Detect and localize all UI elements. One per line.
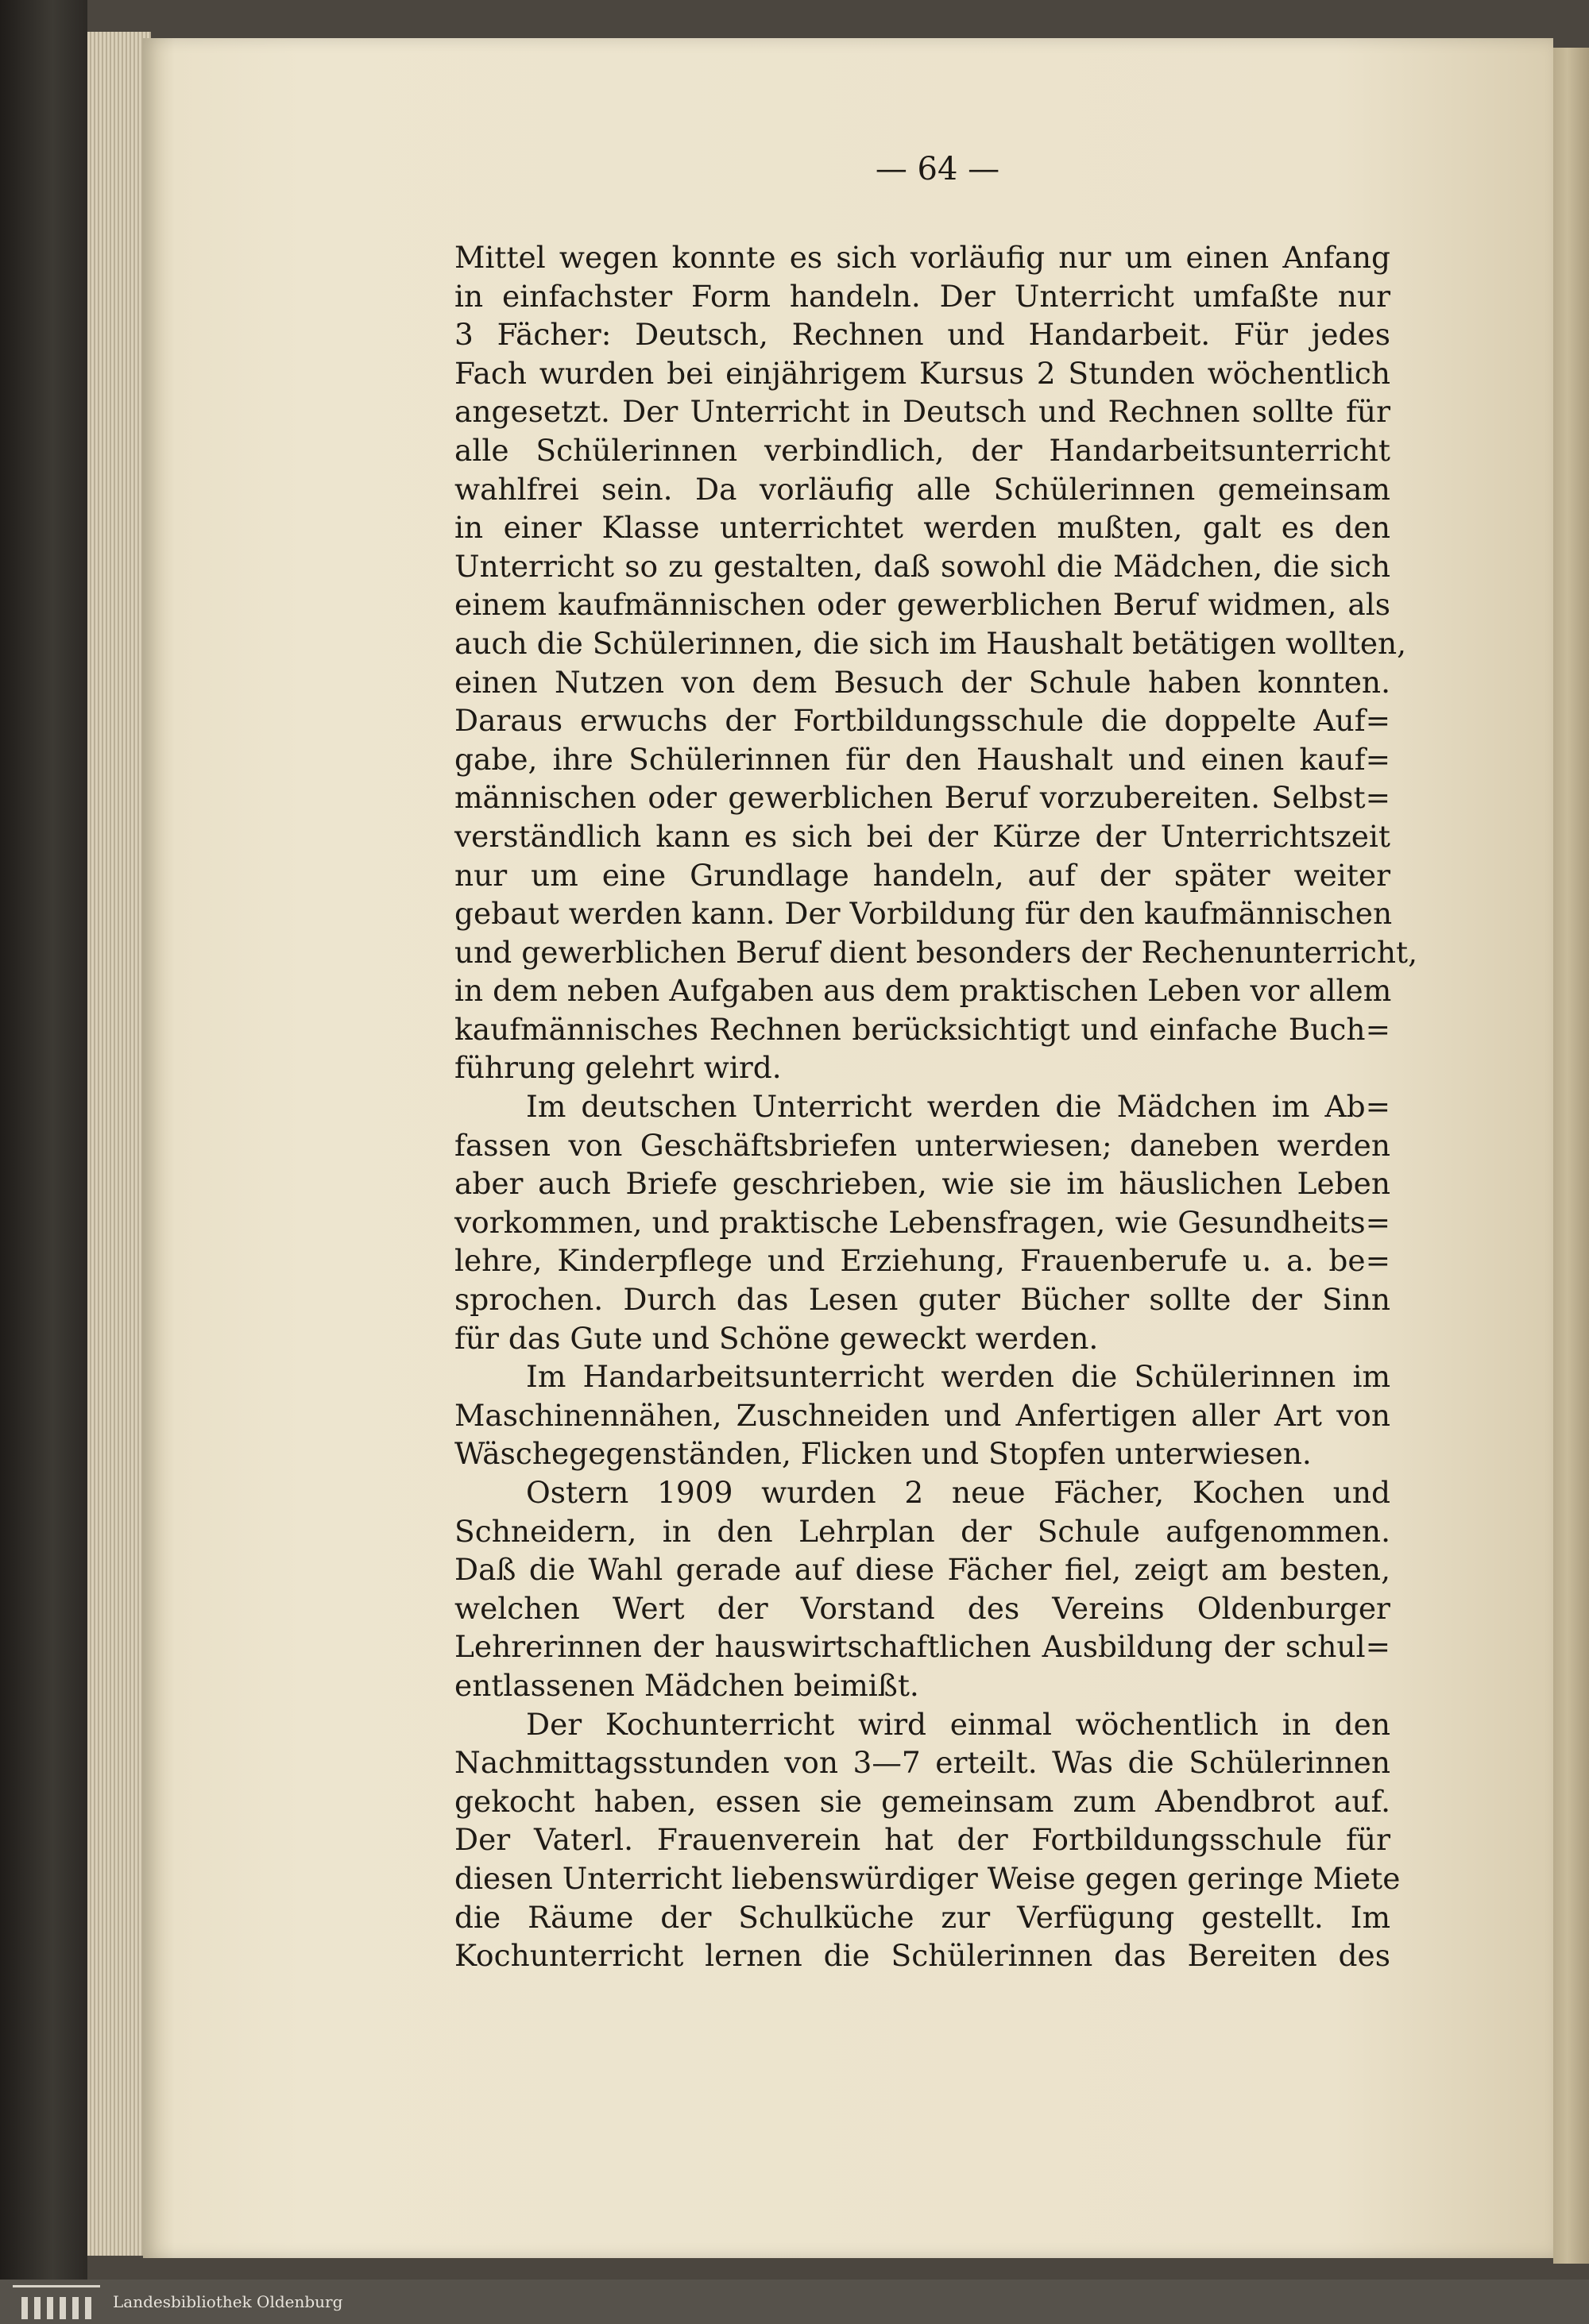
- text-line: diesen Unterricht liebenswürdiger Weise gegen geringe Miete: [454, 1860, 1401, 1896]
- text-line: Der Vaterl. Frauenverein hat der Fortbildungsschule für: [454, 1822, 1390, 1858]
- facing-page-edge: [1553, 48, 1589, 2264]
- text-line: für das Gute und Schöne geweckt werden.: [454, 1320, 1099, 1356]
- text-line: welchen Wert der Vorstand des Vereins Oldenburger: [454, 1590, 1390, 1626]
- text-line: gekocht haben, essen sie gemeinsam zum Abendbrot auf.: [454, 1783, 1390, 1819]
- library-name: Landesbibliothek Oldenburg: [113, 2292, 343, 2311]
- text-line: alle Schülerinnen verbindlich, der Handarbeitsunterricht: [454, 432, 1390, 468]
- text-line: Nachmittagsstunden von 3—7 erteilt. Was die Schülerinnen: [454, 1745, 1390, 1781]
- text-line: Daß die Wahl gerade auf diese Fächer fiel, zeigt am besten,: [454, 1552, 1390, 1588]
- text-line: kaufmännisches Rechnen berücksichtigt und einfache Buch=: [454, 1011, 1390, 1047]
- text-line: angesetzt. Der Unterricht in Deutsch und Rechnen sollte für: [454, 394, 1390, 430]
- text-line: fassen von Geschäftsbriefen unterwiesen; daneben werden: [454, 1127, 1390, 1163]
- text-line: Schneidern, in den Lehrplan der Schule aufgenommen.: [454, 1513, 1390, 1549]
- text-line: entlassenen Mädchen beimißt.: [454, 1667, 919, 1703]
- text-line: verständlich kann es sich bei der Kürze der Unterrichtszeit: [454, 818, 1390, 854]
- text-line: Ostern 1909 wurden 2 neue Fächer, Kochen und: [526, 1475, 1390, 1510]
- text-line: auch die Schülerinnen, die sich im Haushalt betätigen wollten,: [454, 625, 1407, 661]
- page-text: [454, 238, 1417, 1975]
- text-line: Kochunterricht lernen die Schülerinnen das Bereiten des: [454, 1938, 1390, 1974]
- text-line: führung gelehrt wird.: [454, 1050, 782, 1086]
- text-line: Wäschegegenständen, Flicken und Stopfen unterwiesen.: [454, 1436, 1312, 1472]
- text-line: sprochen. Durch das Lesen guter Bücher sollte der Sinn: [454, 1282, 1390, 1318]
- text-line: 3 Fächer: Deutsch, Rechnen und Handarbeit. Für jedes: [454, 317, 1390, 353]
- page-stack-edges: [87, 32, 151, 2256]
- text-line: Unterricht so zu gestalten, daß sowohl die Mädchen, die sich: [454, 548, 1390, 584]
- text-line: Daraus erwuchs der Fortbildungsschule die doppelte Auf=: [454, 703, 1390, 739]
- text-line: in einer Klasse unterrichtet werden mußten, galt es den: [454, 510, 1390, 546]
- text-line: Mittel wegen konnte es sich vorläufig nur um einen Anfang: [454, 240, 1390, 275]
- text-line: in einfachster Form handeln. Der Unterricht umfaßte nur: [454, 278, 1390, 314]
- text-line: und gewerblichen Beruf dient besonders der Rechenunterricht,: [454, 934, 1417, 970]
- text-line: gebaut werden kann. Der Vorbildung für den kaufmännischen: [454, 896, 1393, 932]
- text-line: wahlfrei sein. Da vorläufig alle Schülerinnen gemeinsam: [454, 471, 1390, 507]
- text-line: gabe, ihre Schülerinnen für den Haushalt und einen kauf=: [454, 741, 1390, 777]
- text-line: Maschinennähen, Zuschneiden und Anfertigen aller Art von: [454, 1397, 1390, 1433]
- text-line: Im Handarbeitsunterricht werden die Schülerinnen im: [526, 1359, 1390, 1395]
- book-cover-edge: [0, 0, 87, 2280]
- text-line: nur um eine Grundlage handeln, auf der später weiter: [454, 857, 1390, 893]
- text-line: Der Kochunterricht wird einmal wöchentlich in den: [526, 1706, 1390, 1742]
- text-line: vorkommen, und praktische Lebensfragen, wie Gesundheits=: [454, 1204, 1390, 1240]
- text-line: einen Nutzen von dem Besuch der Schule haben konnten.: [454, 664, 1390, 700]
- text-line: männischen oder gewerblichen Beruf vorzubereiten. Selbst=: [454, 780, 1390, 816]
- footer-bar: [0, 2280, 1589, 2324]
- page-number: — 64 —: [875, 151, 1000, 187]
- text-line: die Räume der Schulküche zur Verfügung gestellt. Im: [454, 1899, 1390, 1935]
- text-line: Lehrerinnen der hauswirtschaftlichen Ausbildung der schul=: [454, 1629, 1390, 1665]
- text-line: einem kaufmännischen oder gewerblichen Beruf widmen, als: [454, 587, 1390, 623]
- text-line: lehre, Kinderpflege und Erziehung, Frauenberufe u. a. be=: [454, 1243, 1390, 1279]
- text-line: Im deutschen Unterricht werden die Mädchen im Ab=: [526, 1089, 1390, 1125]
- text-line: aber auch Briefe geschrieben, wie sie im häuslichen Leben: [454, 1166, 1390, 1202]
- text-line: Fach wurden bei einjährigem Kursus 2 Stunden wöchentlich: [454, 355, 1390, 391]
- text-line: in dem neben Aufgaben aus dem praktischen Leben vor allem: [454, 973, 1392, 1009]
- library-logo-icon: [13, 2285, 100, 2319]
